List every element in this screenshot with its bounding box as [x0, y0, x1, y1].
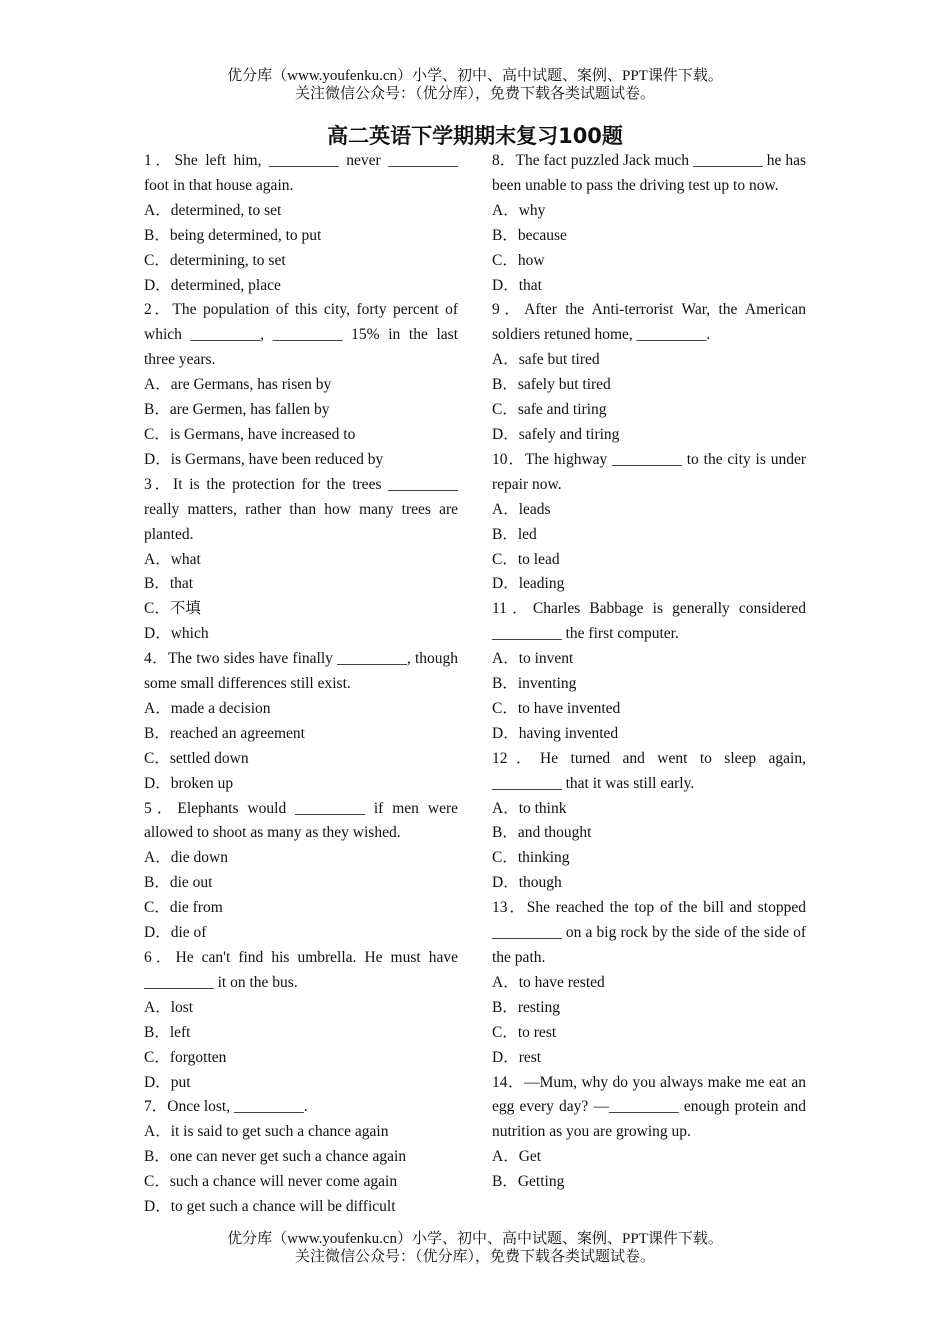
option-a[interactable]: A．what	[144, 550, 201, 568]
left-column	[144, 149, 458, 1220]
question-stem: 14．—Mum, why do you always make me eat an egg every day? —_________ enough protein and nutrition as you are growing up.	[492, 1073, 806, 1141]
question-6	[144, 946, 458, 1095]
question-1	[144, 149, 458, 298]
option-a[interactable]: A．to invent	[492, 650, 574, 668]
question-stem: 2．The population of this city, forty percent of which _________, _________ 15% in the last three years.	[144, 301, 458, 369]
question-stem: 4．The two sides have finally _________, though some small differences still exist.	[144, 650, 458, 693]
question-stem: 13．She reached the top of the bill and stopped _________ on a big rock by the side of the side of the path.	[492, 899, 806, 966]
option-d[interactable]: D．determined, place	[144, 276, 281, 294]
question-14	[492, 1071, 806, 1196]
option-d[interactable]: D．which	[144, 625, 209, 643]
option-b[interactable]: B．left	[144, 1023, 191, 1041]
header-line-2: 关注微信公众号：（优分库），免费下载各类试题试卷。	[294, 86, 655, 102]
option-a[interactable]: A．to think	[492, 799, 567, 817]
question-stem: 8．The fact puzzled Jack much _________ he has been unable to pass the driving test up to now.	[492, 152, 806, 194]
question-stem: 9．After the Anti-terrorist War, the American soldiers retuned home, _________.	[492, 301, 806, 344]
option-a[interactable]: A．determined, to set	[144, 201, 282, 219]
option-c[interactable]: C．to lead	[492, 550, 560, 568]
option-c[interactable]: C．to have invented	[492, 699, 621, 717]
option-a[interactable]: A．it is said to get such a chance again	[144, 1123, 389, 1141]
question-7	[144, 1095, 458, 1220]
option-a[interactable]: A．made a decision	[144, 699, 271, 717]
question-stem: 5．Elephants would _________ if men were allowed to shoot as many as they wished.	[144, 799, 458, 842]
option-c[interactable]: C．such a chance will never come again	[144, 1173, 398, 1191]
option-a[interactable]: A．are Germans, has risen by	[144, 376, 332, 394]
option-c[interactable]: C．determining, to set	[144, 251, 286, 269]
option-c[interactable]: C．is Germans, have increased to	[144, 425, 356, 443]
question-stem: 1．She left him, _________ never _________ foot in that house again.	[144, 152, 458, 194]
question-3	[144, 473, 458, 647]
question-11	[492, 597, 806, 746]
question-stem: 10．The highway _________ to the city is under repair now.	[492, 450, 806, 493]
option-a[interactable]: A．why	[492, 201, 546, 219]
option-a[interactable]: A．safe but tired	[492, 351, 600, 369]
option-b[interactable]: B．being determined, to put	[144, 226, 322, 244]
option-b[interactable]: B．reached an agreement	[144, 724, 305, 742]
option-b[interactable]: B．are Germen, has fallen by	[144, 401, 330, 419]
option-d[interactable]: D．broken up	[144, 774, 234, 792]
option-b[interactable]: B．safely but tired	[492, 376, 611, 394]
question-stem: 3．It is the protection for the trees _________ really matters, rather than how many trees are planted.	[144, 475, 458, 543]
question-13	[492, 896, 806, 1070]
question-stem: 12．He turned and went to sleep again, _________ that it was still early.	[492, 749, 806, 792]
question-2	[144, 298, 458, 472]
option-d[interactable]: D．die of	[144, 924, 207, 942]
option-d[interactable]: D．leading	[492, 575, 565, 593]
option-c[interactable]: C．how	[492, 251, 545, 269]
option-b[interactable]: B．die out	[144, 874, 213, 892]
question-4	[144, 647, 458, 796]
question-stem: 7．Once lost, _________.	[144, 1098, 308, 1116]
page-footer	[0, 1230, 950, 1266]
option-b[interactable]: B．because	[492, 226, 567, 244]
page-header	[0, 67, 950, 103]
option-d[interactable]: D．rest	[492, 1048, 542, 1066]
question-stem: 11．Charles Babbage is generally considered _________ the first computer.	[492, 600, 806, 643]
option-b[interactable]: B．and thought	[492, 824, 592, 842]
option-c[interactable]: C．to rest	[492, 1023, 557, 1041]
question-9	[492, 298, 806, 447]
option-d[interactable]: D．safely and tiring	[492, 425, 620, 443]
right-column	[492, 149, 806, 1195]
option-d[interactable]: D．that	[492, 276, 542, 294]
option-c[interactable]: C．settled down	[144, 749, 249, 767]
footer-line-1: 优分库（www.youfenku.cn）小学、初中、高中试题、案例、PPT课件下载。	[227, 1231, 723, 1247]
question-5	[144, 797, 458, 946]
option-c[interactable]: C．thinking	[492, 849, 570, 867]
option-d[interactable]: D．is Germans, have been reduced by	[144, 450, 384, 468]
question-stem: 6．He can't find his umbrella. He must have _________ it on the bus.	[144, 949, 458, 991]
question-10	[492, 448, 806, 597]
option-a[interactable]: A．lost	[144, 998, 194, 1016]
question-12	[492, 747, 806, 896]
option-d[interactable]: D．put	[144, 1073, 191, 1091]
option-a[interactable]: A．leads	[492, 500, 551, 518]
option-b[interactable]: B．that	[144, 575, 194, 593]
option-b[interactable]: B．resting	[492, 998, 561, 1016]
option-b[interactable]: B．inventing	[492, 675, 577, 693]
footer-line-2: 关注微信公众号：（优分库），免费下载各类试题试卷。	[294, 1249, 655, 1265]
question-8	[492, 149, 806, 298]
option-b[interactable]: B．one can never get such a chance again	[144, 1148, 407, 1166]
option-d[interactable]: D．having invented	[492, 724, 619, 742]
option-a[interactable]: A．die down	[144, 849, 228, 867]
option-b[interactable]: B．led	[492, 525, 537, 543]
page-title: 高二英语下学期期末复习100题	[327, 124, 623, 148]
option-d[interactable]: D．to get such a chance will be difficult	[144, 1198, 396, 1216]
option-c[interactable]: C．不填	[144, 600, 201, 618]
option-c[interactable]: C．die from	[144, 899, 223, 917]
option-c[interactable]: C．forgotten	[144, 1048, 227, 1066]
option-a[interactable]: A．to have rested	[492, 973, 605, 991]
option-c[interactable]: C．safe and tiring	[492, 401, 607, 419]
header-line-1: 优分库（www.youfenku.cn）小学、初中、高中试题、案例、PPT课件下载。	[227, 68, 723, 84]
option-d[interactable]: D．though	[492, 874, 562, 892]
option-a[interactable]: A．Get	[492, 1148, 542, 1166]
option-b[interactable]: B．Getting	[492, 1173, 565, 1191]
